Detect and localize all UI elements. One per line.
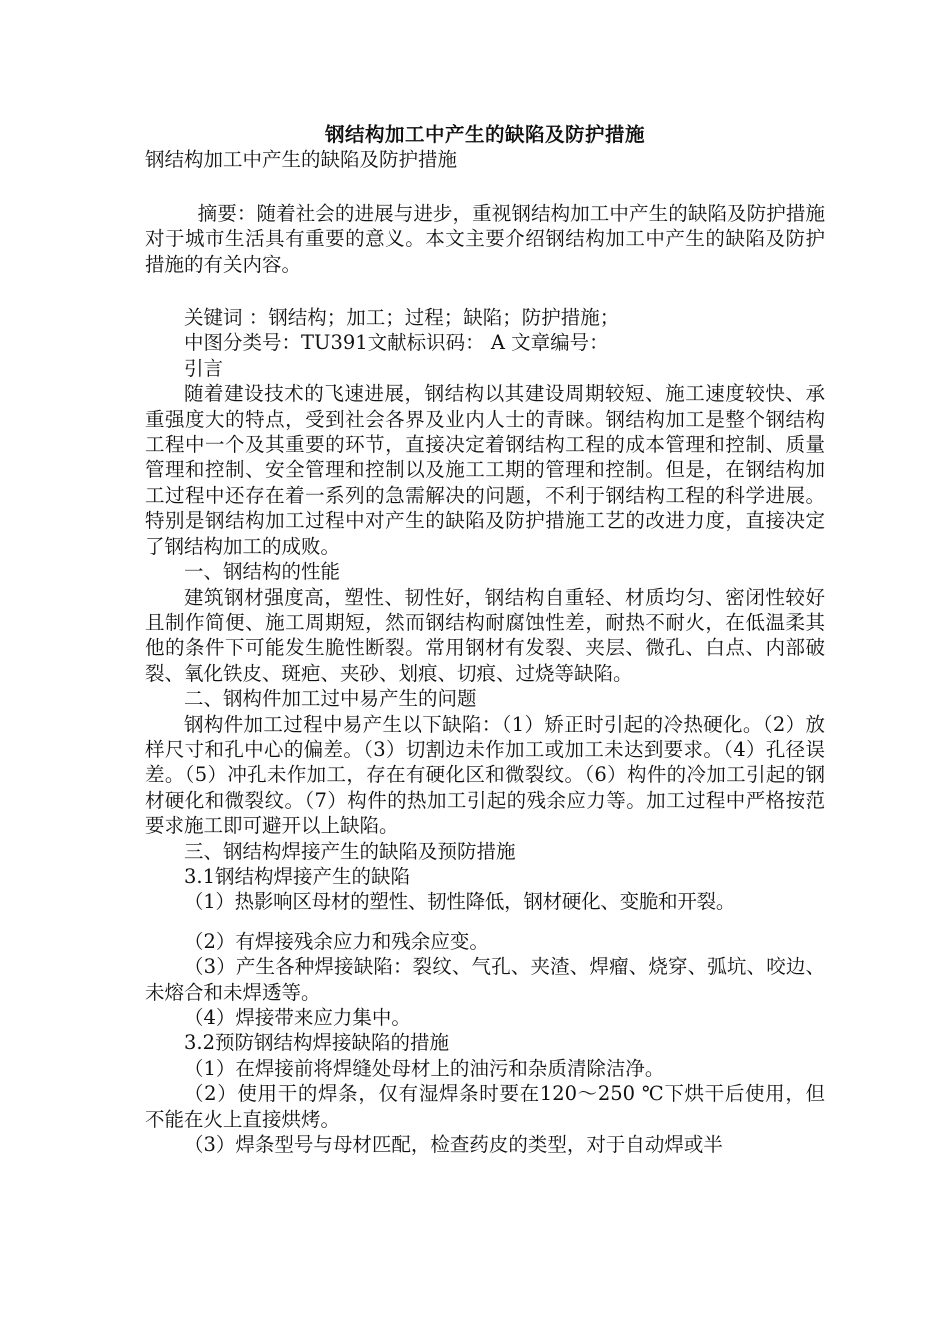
- classification-line: 中图分类号：TU391文献标识码： A 文章编号：: [184, 331, 609, 355]
- abstract-paragraph: 摘要：随着社会的进展与进步，重视钢结构加工中产生的缺陷及防护措施对于城市生活具有重要的意义。本文主要介绍钢结构加工中产生的缺陷及防护措施的有关内容。: [145, 201, 825, 276]
- section-3-1-item-4: （4）焊接带来应力集中。: [184, 1006, 411, 1029]
- spacer: [145, 277, 825, 305]
- section-3-1-item-2: （2）有焊接残余应力和残余应变。: [184, 929, 489, 953]
- intro-paragraph: 随着建设技术的飞速进展，钢结构以其建设周期较短、施工速度较快、承重强度大的特点，受到社会各界及业内人士的青睐。钢结构加工是整个钢结构工程中一个及其重要的环节，直接决定着钢结构工程的成本管理和控制、质量管理和控制、安全管理和控制以及施工工期的管理和控制。但是，在钢结构加工过程中还存在着一系列的急需解决的问题，不利于钢结构工程的科学进展。特别是钢结构加工过程中对产生的缺陷及防护措施工艺的改进力度，直接决定了钢结构加工的成败。: [145, 382, 825, 558]
- section-3-2-heading: 3.2预防钢结构焊接缺陷的措施: [184, 1031, 450, 1055]
- spacer: [145, 173, 825, 201]
- document-title: 钢结构加工中产生的缺陷及防护措施: [324, 123, 645, 146]
- section-3-1-heading: 3.1钢结构焊接产生的缺陷: [184, 864, 411, 888]
- section-3-2-item-2: （2）使用干的焊条，仅有湿焊条时要在120～250 ℃下烘干后使用，但不能在火上直接烘烤。: [145, 1082, 825, 1131]
- section-3-1-item-3: （3）产生各种焊接缺陷：裂纹、气孔、夹渣、焊瘤、烧穿、弧坑、咬边、未熔合和未焊透等。: [145, 955, 825, 1004]
- section-2-heading: 二、钢构件加工过中易产生的问题: [184, 687, 477, 711]
- document-body: [145, 122, 825, 1157]
- section-3-2-item-1: （1）在焊接前将焊缝处母材上的油污和杂质清除洁净。: [184, 1056, 665, 1080]
- keywords-line: 关键词 ：钢结构；加工；过程；缺陷；防护措施；: [184, 306, 620, 330]
- document-subtitle: 钢结构加工中产生的缺陷及防护措施: [145, 148, 458, 172]
- spacer: [145, 915, 825, 929]
- section-3-1-item-1: （1）热影响区母材的塑性、韧性降低，钢材硬化、变脆和开裂。: [184, 890, 736, 914]
- section-1-heading: 一、钢结构的性能: [184, 560, 341, 584]
- section-2-paragraph: 钢构件加工过程中易产生以下缺陷：（1）矫正时引起的冷热硬化。（2）放样尺寸和孔中心的偏差。（3）切割边未作加工或加工未达到要求。（4）孔径误差。（5）冲孔未作加工，存在有硬化区和微裂纹。（6）构件的冷加工引起的钢材硬化和微裂纹。（7）构件的热加工引起的残余应力等。加工过程中严格按范要求施工即可避开以上缺陷。: [145, 712, 825, 838]
- section-3-heading: 三、钢结构焊接产生的缺陷及预防措施: [184, 839, 516, 863]
- intro-heading: 引言: [184, 356, 224, 380]
- section-1-paragraph: 建筑钢材强度高，塑性、韧性好，钢结构自重轻、材质均匀、密闭性较好且制作简便、施工周期短，然而钢结构耐腐蚀性差，耐热不耐火，在低温柔其他的条件下可能发生脆性断裂。常用钢材有发裂、夹层、微孔、白点、内部破裂、氧化铁皮、斑疤、夹砂、划痕、切痕、过烧等缺陷。: [145, 585, 825, 685]
- section-3-2-item-3: （3）焊条型号与母材匹配，检查药皮的类型，对于自动焊或半: [184, 1133, 723, 1157]
